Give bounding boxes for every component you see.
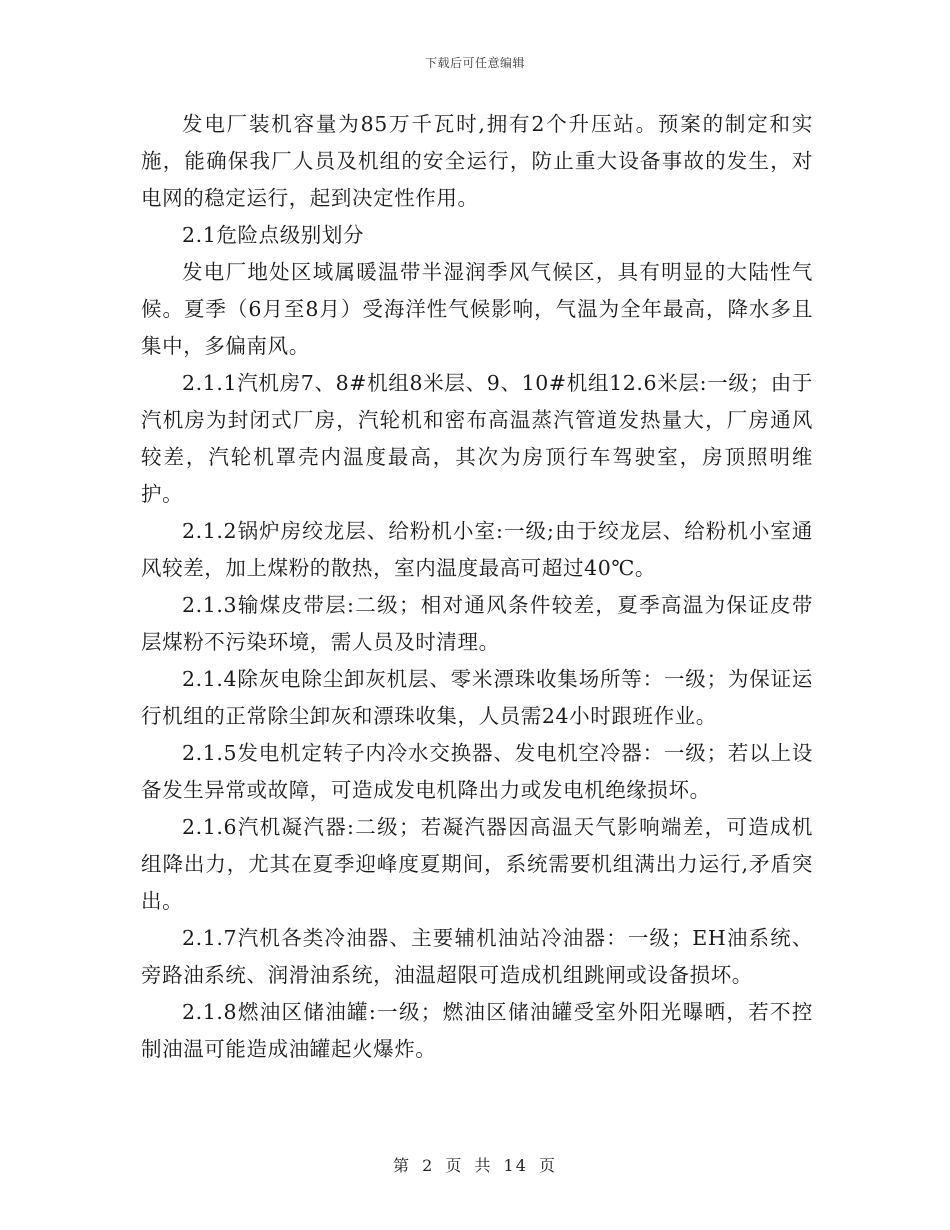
item-2-1-7: 2.1.7汽机各类冷油器、主要辅机油站冷油器：一级；EH油系统、旁路油系统、润滑油系统，油温超限可造成机组跳闸或设备损坏。 bbox=[141, 926, 813, 987]
page-header: 下载后可任意编辑 bbox=[424, 56, 525, 70]
item-2-1-1: 2.1.1汽机房7、8#机组8米层、9、10#机组12.6米层:一级；由于汽机房为封闭式厂房，汽轮机和密布高温蒸汽管道发热量大，厂房通风较差，汽轮机罩壳内温度最高，其次为房顶行车驾驶室，房顶照明维护。 bbox=[141, 371, 813, 506]
section-heading-2-1: 2.1危险点级别划分 bbox=[182, 223, 365, 247]
item-2-1-8: 2.1.8燃油区储油罐:一级；燃油区储油罐受室外阳光曝晒，若不控制油温可能造成油罐起火爆炸。 bbox=[141, 1000, 813, 1061]
document-body bbox=[141, 106, 813, 1068]
item-2-1-3: 2.1.3输煤皮带层:二级；相对通风条件较差，夏季高温为保证皮带层煤粉不污染环境，需人员及时清理。 bbox=[141, 593, 813, 654]
page-number: 第 2 页 共 14 页 bbox=[393, 1156, 557, 1175]
item-2-1-2: 2.1.2锅炉房绞龙层、给粉机小室:一级;由于绞龙层、给粉机小室通风较差，加上煤粉的散热，室内温度最高可超过40℃。 bbox=[141, 519, 813, 580]
climate-paragraph: 发电厂地处区域属暖温带半湿润季风气候区，具有明显的大陆性气候。夏季（6月至8月）受海洋性气候影响，气温为全年最高，降水多且集中，多偏南风。 bbox=[141, 260, 813, 358]
item-2-1-6: 2.1.6汽机凝汽器:二级；若凝汽器因高温天气影响端差，可造成机组降出力，尤其在夏季迎峰度夏期间，系统需要机组满出力运行,矛盾突出。 bbox=[141, 815, 813, 913]
item-2-1-4: 2.1.4除灰电除尘卸灰机层、零米漂珠收集场所等：一级；为保证运行机组的正常除尘卸灰和漂珠收集，人员需24小时跟班作业。 bbox=[141, 667, 813, 728]
item-2-1-5: 2.1.5发电机定转子内冷水交换器、发电机空冷器：一级；若以上设备发生异常或故障，可造成发电机降出力或发电机绝缘损坏。 bbox=[141, 741, 813, 802]
intro-paragraph: 发电厂装机容量为85万千瓦时,拥有2个升压站。预案的制定和实施，能确保我厂人员及机组的安全运行，防止重大设备事故的发生，对电网的稳定运行，起到决定性作用。 bbox=[141, 112, 813, 210]
